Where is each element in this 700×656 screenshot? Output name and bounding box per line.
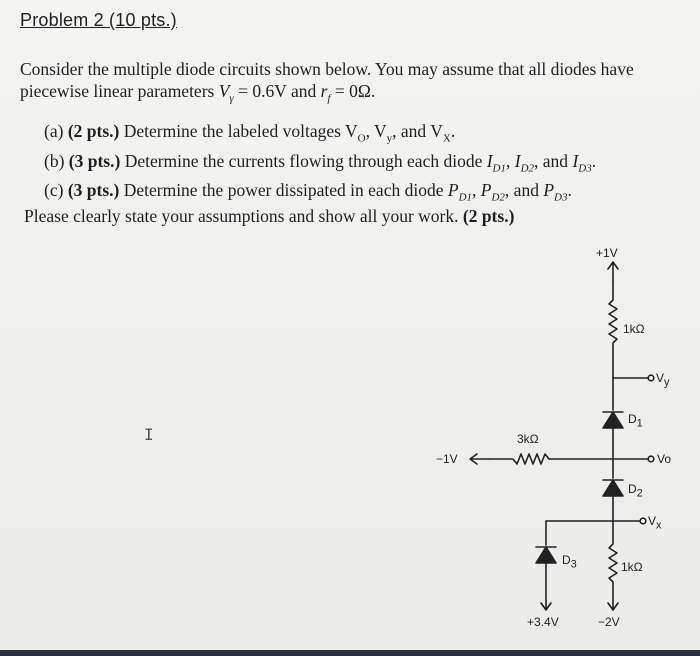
text-cursor-icon: I — [144, 425, 154, 444]
label-supply-top: +1V — [596, 246, 618, 260]
vx-node — [640, 518, 646, 524]
vgamma-subscript: γ — [229, 92, 234, 105]
part-b-sep2: , and — [534, 150, 573, 171]
part-b-var3: I — [572, 150, 579, 171]
part-a-sub2: y — [386, 132, 393, 145]
diode-d3-triangle — [536, 547, 556, 563]
rf-symbol: r — [320, 81, 328, 101]
rf-subscript: f — [327, 92, 331, 105]
part-c-var3: P — [543, 180, 555, 200]
resistor-top — [609, 282, 617, 378]
label-d2-main: D — [628, 482, 637, 496]
label-vo: Vo — [657, 452, 672, 466]
label-d3-sub: 3 — [570, 558, 577, 571]
label-vy-main: V — [656, 371, 665, 385]
rf-value: = 0Ω. — [330, 81, 376, 101]
supply-d3-arrow — [541, 563, 551, 610]
vgamma-symbol: V — [218, 81, 230, 101]
part-b-prefix: (b) — [44, 150, 69, 171]
label-d2-sub: 2 — [636, 487, 643, 500]
part-b-sep1: , — [506, 150, 515, 171]
part-a-end: . — [450, 121, 456, 141]
part-c-end: . — [567, 180, 572, 200]
part-b-var2: I — [514, 150, 521, 171]
label-vy-sub: y — [664, 376, 670, 389]
label-d3 — [562, 553, 577, 570]
label-vx-sub: x — [656, 519, 662, 532]
part-c-text: Determine the power dissipated in each diode — [119, 180, 448, 200]
vgamma-value: = 0.6V and — [233, 81, 321, 101]
label-d2 — [628, 482, 643, 499]
resistor-bottom — [609, 521, 617, 610]
supply-left-arrow — [470, 454, 490, 464]
label-vx — [648, 514, 662, 531]
part-c-sep2: , and — [504, 180, 544, 200]
part-c-var2: P — [480, 180, 492, 200]
supply-top-arrow — [608, 262, 618, 282]
label-d1 — [628, 412, 643, 429]
part-c-var1: P — [447, 180, 459, 200]
label-vx-main: V — [648, 514, 657, 528]
vo-node — [648, 456, 654, 462]
label-r-left: 3kΩ — [517, 432, 539, 446]
label-r-top: 1kΩ — [623, 322, 645, 336]
part-a-prefix: (a) — [44, 121, 68, 141]
label-supply-left: −1V — [436, 452, 458, 466]
label-d3-main: D — [562, 553, 571, 567]
part-a-sub1: O — [357, 132, 366, 145]
part-a-points: (2 pts.) — [67, 121, 120, 141]
diode-d2-triangle — [603, 480, 623, 496]
part-c-sub3: D3 — [554, 191, 568, 204]
label-supply-d3: +3.4V — [527, 615, 559, 629]
diode-d1-triangle — [603, 412, 623, 428]
part-a-sep2: , and V — [392, 121, 443, 141]
part-a-text: Determine the labeled voltages V — [119, 121, 358, 141]
screen-bottom-edge — [0, 650, 700, 656]
part-a-sep1: , V — [365, 121, 387, 141]
vy-node — [648, 375, 654, 381]
part-b-text: Determine the currents flowing through each diode — [120, 150, 487, 171]
intro-line-1: Consider the multiple diode circuits shown below. You may assume that all diodes have — [20, 59, 634, 79]
part-b-var1: I — [486, 150, 493, 171]
part-b-sub1: D1 — [492, 162, 506, 174]
intro-text: piecewise linear parameters — [20, 81, 219, 101]
resistor-left — [490, 454, 549, 464]
label-r-bottom: 1kΩ — [621, 560, 643, 574]
part-a-sub3: X — [442, 132, 451, 145]
part-b-end: . — [591, 150, 597, 171]
part-c-sep1: , — [472, 180, 481, 200]
part-c-sub1: D1 — [458, 191, 473, 204]
label-supply-bottom: −2V — [598, 615, 620, 629]
part-c-points: (3 pts.) — [67, 180, 120, 200]
instructions-text: Please clearly state your assumptions and show all your work. — [24, 206, 463, 226]
part-c-sub2: D2 — [491, 191, 505, 204]
label-vy — [656, 371, 670, 388]
part-b-sub3: D3 — [578, 162, 592, 174]
part-c-prefix: (c) — [44, 180, 68, 200]
part-b-sub2: D2 — [520, 162, 535, 174]
label-d1-main: D — [628, 412, 637, 426]
label-d1-sub: 1 — [636, 417, 643, 430]
problem-title: Problem 2 (10 pts.) — [20, 10, 177, 30]
instructions-points: (2 pts.) — [462, 206, 515, 226]
part-b-points: (3 pts.) — [68, 150, 121, 171]
